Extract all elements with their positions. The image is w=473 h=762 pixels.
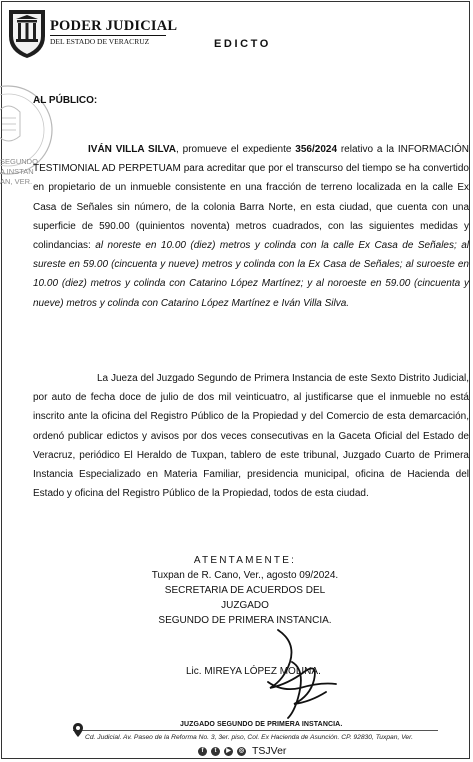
instagram-icon[interactable]: ◎ — [238, 747, 245, 754]
youtube-icon[interactable]: ▶ — [224, 747, 233, 756]
judicial-logo — [6, 6, 48, 60]
institution-subtitle: DEL ESTADO DE VERACRUZ — [50, 37, 150, 46]
signer-role-1: SECRETARIA DE ACUERDOS DEL JUZGADO — [164, 585, 326, 611]
footer-court: JUZGADO SEGUNDO DE PRIMERA INSTANCIA. — [180, 721, 343, 728]
paragraph-2: La Jueza del Juzgado Segundo de Primera Instancia de este Sexto Distrito Judicial, por auto de fecha doce de julio de dos mil veinticuatro, al justificarse que el inmueble no está inscrito ante la oficina del Registro Público de la Propiedad y del Comercio de esta demarcación, ordenó publicar edictos y avisos por dos veces consecutivas en la Gaceta Oficial del Estado de Veracruz, periódico El Heraldo de Tuxpan, tablero de este tribunal, Juzgado Cuarto de Primera Instancia Especializado en Materia Familiar, presidencia municipal, oficina de Hacienda del Estado y oficina del Registro Público de la Propiedad, todos de esta ciudad. — [33, 373, 469, 500]
seal-text-1: SEGUNDO — [0, 157, 38, 166]
facebook-icon[interactable]: f — [198, 747, 207, 756]
paragraph-1 — [33, 140, 469, 313]
document-title: EDICTO — [214, 38, 271, 50]
institution-name: PODER JUDICIAL — [50, 18, 178, 34]
footer-rule — [73, 730, 438, 731]
p1-text-b: relativo a la INFORMACIÓN TESTIMONIAL AD PERPETUAM para acreditar que por el transcurso del tiempo se ha convertido en propietario de un inmueble consistente en una fracción de terreno localizada en la calle Ex Casa de Señales sin número, de la colonia Barra Norte, en esta ciudad, que cuenta con una superficie de 590.00 (quinientos noventa) metros cuadrados, con las siguientes medidas y colindancias: — [33, 144, 469, 252]
institution-rule — [50, 35, 166, 36]
signer-role-2: SEGUNDO DE PRIMERA INSTANCIA. — [158, 615, 332, 626]
boundaries-text: al noreste en 10.00 (diez) metros y colinda con la calle Ex Casa de Señales; al sureste en 59.00 (cincuenta y nueve) metros y colinda con la Ex Casa de Señales; al suroeste en 10.00 (diez) metros y colinda con Catarino López Martínez; y al noroeste en 59.00 (cincuenta y nueve) metros y colinda con Catarino López Martínez e Iván Villa Silva. — [33, 240, 470, 309]
salutation: ATENTAMENTE: — [193, 555, 297, 566]
signer-name: Lic. MIREYA LÓPEZ MOLINA. — [186, 666, 321, 677]
footer-address: Cd. Judicial. Av. Paseo de la Reforma No. 3, 3er. piso, Col. Ex Hacienda de Asunción. CP. 92830, Tuxpan, Ver. — [85, 734, 413, 741]
addressee: AL PÚBLICO: — [33, 95, 98, 106]
seal-text-3: AN, VER. — [0, 177, 33, 186]
file-number: 356/2024 — [295, 144, 338, 155]
place-date: Tuxpan de R. Cano, Ver., agosto 09/2024. — [151, 570, 339, 581]
closing-block — [150, 553, 340, 628]
twitter-icon[interactable]: t — [211, 747, 220, 756]
promoter-name: IVÁN VILLA SILVA — [88, 144, 177, 155]
social-handle[interactable]: TSJVer — [252, 745, 287, 757]
seal-text-2: A INSTAN — [0, 167, 34, 176]
location-pin-icon — [73, 723, 83, 737]
p1-text-a: , promueve el expediente — [176, 144, 296, 155]
social-links — [198, 745, 286, 757]
